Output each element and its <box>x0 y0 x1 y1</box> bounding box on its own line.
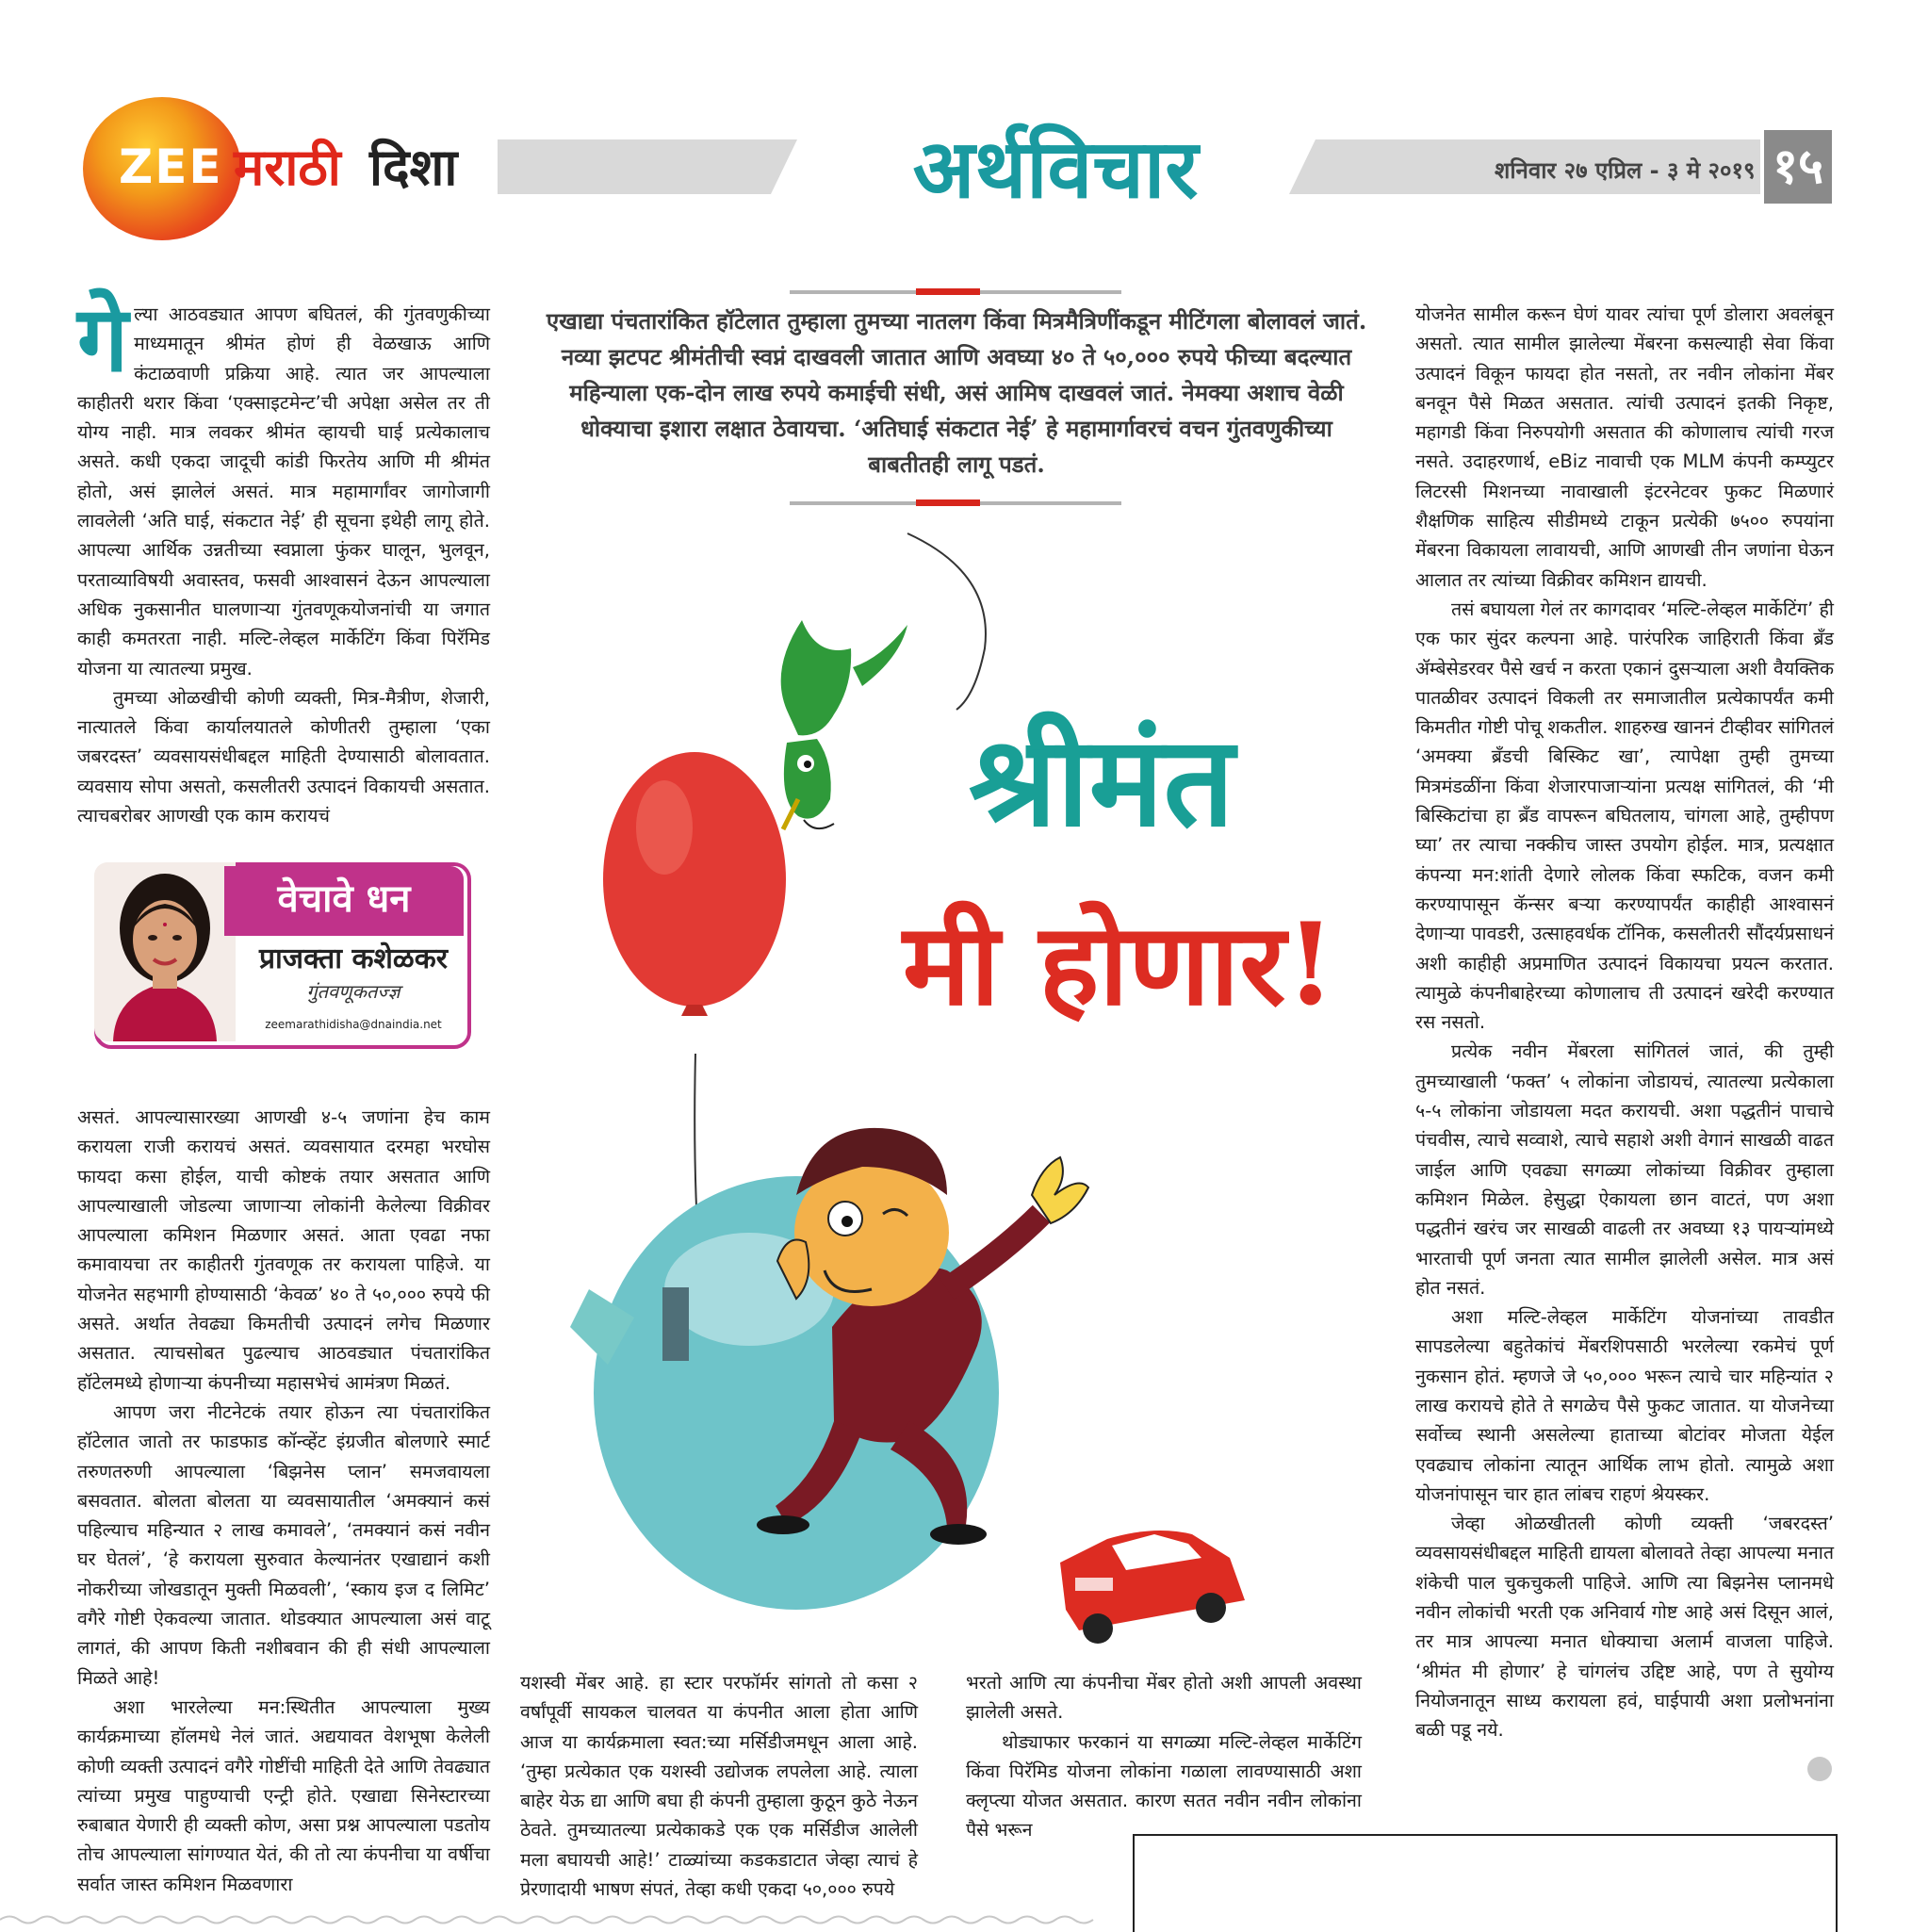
section-title: अर्थविचार <box>912 122 1199 217</box>
header-left-band <box>498 139 797 194</box>
paragraph: भरतो आणि त्या कंपनीचा मेंबर होतो अशी आपली अवस्था झालेली असते. <box>966 1672 1362 1724</box>
paragraph: थोड्याफार फरकानं या सगळ्या मल्टि-लेव्हल मार्केटिंग किंवा पिरॅमिड योजना लोकांना गळाला लावण्यासाठी अशा क्लृप्त्या योजत असतात. कारण सतत नवीन नवीन लोकांना पैसे भरून <box>966 1730 1362 1842</box>
paragraph: तुमच्या ओळखीची कोणी व्यक्ती, मित्र-मैत्रीण, शेजारी, नात्यातले किंवा कार्यालयातले कोणीतरी तुम्हाला ‘एका जबरदस्त’ व्यवसायसंधीबद्दल माहिती देण्यासाठी बोलावतात. व्यवसाय सोपा असतो, कसलीतरी उत्पादनं विकायची असतात. त्याचबरोबर आणखी एक काम करायचं <box>77 686 490 827</box>
bottom-wave-border <box>0 1913 1912 1926</box>
logo-marathi-text: मराठी <box>234 138 341 197</box>
paragraph: अशा भारलेल्या मन:स्थितीत आपल्याला मुख्य कार्यक्रमाच्या हॉलमधे नेलं जातं. अद्ययावत वेशभूषा केलेली कोणी व्यक्ती उत्पादनं वगैरे गोष्टींची माहिती देते आणि तेवढ्यात त्यांच्या प्रमुख पाहुण्याची एन्ट्री होते. एखाद्या सिनेस्टारच्या रुबाबात येणारी ही व्यक्ती कोण, असा प्रश्न आपल्याला पडतोय तोच आपल्याला सांगण्यात येतं, की तो त्या कंपनीचा या वर्षीचा सर्वात जास्त कमिशन मिळवणारा <box>77 1695 490 1895</box>
article-column-2 <box>520 1668 918 1904</box>
paragraph: योजनेत सामील करून घेणं यावर त्यांचा पूर्ण डोलारा अवलंबून असतो. त्यात सामील झालेल्या मेंबरना कसल्याही सेवा किंवा उत्पादनं विकून फायदा होत नसतो, तर नवीन लोकांना मेंबर बनवून पैसे मिळत असतात. त्यांची उत्पादनं इतकी निकृष्ट, महागडी किंवा निरुपयोगी असतात की कोणालाच त्यांची गरज नसते. उदाहरणार्थ, eBiz नावाची एक MLM कंपनी कम्प्युटर लिटरसी मिशनच्या नावाखाली इंटरनेटवर फुकट मिळणारं शैक्षणिक साहित्य सीडीमध्ये टाकून प्रत्येकी ७५०० रुपयांना मेंबरना विकायला लावायची, आणि आणखी तीन जणांना घेऊन आलात तर त्यांच्या विक्रीवर कमिशन द्यायची. <box>1415 303 1834 591</box>
author-role: गुंतवणूकतज्ज्ञ <box>306 980 400 1003</box>
headline-line-2: मी होणार! <box>903 898 1336 1031</box>
article-column-4 <box>1415 300 1834 1745</box>
page-number: १५ <box>1764 130 1832 204</box>
paragraph: तसं बघायला गेलं तर कागदावर ‘मल्टि-लेव्हल मार्केटिंग’ ही एक फार सुंदर कल्पना आहे. पारंपरिक जाहिराती किंवा ब्रँड ॲम्बेसेडरवर पैसे खर्च न करता एकानं दुसऱ्याला अशी वैयक्तिक पातळीवर उत्पादनं विकली तर समाजातील प्रत्येकापर्यंत कमी किमतीत गोष्टी पोचू शकतील. शाहरुख खाननं टीव्हीवर सांगितलं ‘अमक्या ब्रँडची बिस्किट खा’, त्यापेक्षा तुम्ही तुमच्या मित्रमंडळींना किंवा शेजारपाजाऱ्यांना प्रत्यक्ष सांगितलं, की ‘मी बिस्किटांचा हा ब्रँड वापरून बघितलाय, चांगला आहे, तुम्हीपण घ्या’ तर त्याचा नक्कीच जास्त उपयोग होईल. मात्र, प्रत्यक्षात कंपन्या मन:शांती देणारे लोलक किंवा स्फटिक, वजन कमी करण्यापासून कॅन्सर बऱ्या करण्यापर्यंत काहीही आश्वासनं देणाऱ्या पावडरी, उत्साहवर्धक टॉनिक, कसलीतरी सौंदर्यप्रसाधनं अशी काहीही अप्रमाणित उत्पादनं विकायचा प्रयत्न करतात. त्यामुळे कंपनीबाहेरच्या कोणालाच ती उत्पादनं खरेदी करण्यात रस नसतो. <box>1415 598 1834 1034</box>
article-column-3 <box>966 1668 1362 1845</box>
article-column-1-top <box>77 287 490 830</box>
paragraph: ल्या आठवड्यात आपण बघितलं, की गुंतवणुकीच्या माध्यमातून श्रीमंत होणं ही वेळखाऊ आणि कंटाळवाणी प्रक्रिया आहे. त्यात जर आपल्याला काहीतरी थरार किंवा ‘एक्साइटमेन्ट’ची अपेक्षा असेल तर ती योग्य नाही. मात्र लवकर श्रीमंत व्हायची घाई प्रत्येकालाच असते. कधी एकदा जादूची कांडी फिरतेय आणि मी श्रीमंत होतो, असं झालेलं असतं. मात्र महामार्गांवर जागोजागी लावलेली ‘अति घाई, संकटात नेई’ ही सूचना इथेही लागू होते. आपल्या आर्थिक उन्नतीच्या स्वप्नाला फुंकर घालून, भुलवून, परताव्याविषयी अवास्तव, फसवी आश्वासनं देऊन आपल्याला अधिक नुकसानीत घालणाऱ्या गुंतवणूकयोजनांची या जगात काही कमतरता नाही. मल्टि-लेव्हल मार्केटिंग किंवा पिरॅमिड योजना या त्यातल्या प्रमुख. <box>77 303 490 679</box>
paragraph: अशा मल्टि-लेव्हल मार्केटिंग योजनांच्या तावडीत सापडलेल्या बहुतेकांचं मेंबरशिपसाठी भरलेल्या रकमेचं पूर्ण नुकसान होतं. म्हणजे जे ५०,००० भरून त्याचे चार महिन्यांत २ लाख करायचे होते ते सगळेच पैसे फुकट जातात. या योजनेच्या सर्वोच्च स्थानी असलेल्या हाताच्या बोटांवर मोजता येईल एवढ्याच लोकांना त्यातून आर्थिक लाभ होतो. त्यामुळे अशा योजनांपासून चार हात लांबच राहणं श्रेयस्कर. <box>1415 1306 1834 1505</box>
cartoon-illustration <box>551 516 1286 1676</box>
intro-deck: एखाद्या पंचतारांकित हॉटेलात तुम्हाला तुमच्या नातलग किंवा मित्रमैत्रिणींकडून मीटिंगला बोलावलं जातं. नव्या झटपट श्रीमंतीची स्वप्नं दाखवली जातात आणि अवघ्या ४० ते ५०,००० रुपये फीच्या बदल्यात महिन्याला एक-दोन लाख रुपये कमाईची संधी, असं आमिष दाखवलं जातं. नेमक्या अशाच वेळी धोक्याचा इशारा लक्षात ठेवायचा. ‘अतिघाई संकटात नेई’ हे महामार्गावरचं वचन गुंतवणुकीच्या बाबतीतही लागू पडतं. <box>546 307 1367 478</box>
end-of-article-dot <box>1807 1757 1832 1781</box>
logo-disha-text: दिशा <box>369 138 458 197</box>
article-column-1-bottom <box>77 1103 490 1899</box>
drop-cap: गे <box>77 287 129 392</box>
headline-line-1: श्रीमंत <box>969 709 1234 855</box>
paragraph: जेव्हा ओळखीतली कोणी व्यक्ती ‘जबरदस्त’ व्यवसायसंधीबद्दल माहिती द्यायला बोलावते तेव्हा आपल्या मनात शंकेची पाल चुकचुकली पाहिजे. आणि त्या बिझनेस प्लानमधे नवीन लोकांची भरती एक अनिवार्य गोष्ट आहे असं दिसून आलं, तर मात्र आपल्या मनात धोक्याचा अलार्म वाजला पाहिजे. ‘श्रीमंत मी होणार’ हे चांगलंच उद्दिष्ट आहे, पण ते सुयोग्य नियोजनातून साध्य करायला हवं, घाईपायी अशा प्रलोभनांना बळी पडू नये. <box>1415 1513 1834 1742</box>
paragraph: यशस्वी मेंबर आहे. हा स्टार परफॉर्मर सांगतो तो कसा २ वर्षांपूर्वी सायकल चालवत या कंपनीत आला होता आणि आज या कार्यक्रमाला स्वत:च्या मर्सिडीजमधून आला आहे. ‘तुम्हा प्रत्येकात एक यशस्वी उद्योजक लपलेला आहे. त्याला बाहेर येऊ द्या आणि बघा ही कंपनी तुम्हाला कुठून कुठे नेऊन ठेवते. तुमच्यातल्या प्रत्येकाकडे एक एक मर्सिडीज आलेली मला बघायची आहे!’ टाळ्यांच्या कडकडाटात जेव्हा त्याचं हे प्रेरणादायी भाषण संपतं, तेव्हा कधी एकदा ५०,००० रुपये <box>520 1672 918 1901</box>
author-column-title: वेचावे धन <box>277 877 411 921</box>
dateline: शनिवार २७ एप्रिल - ३ मे २०१९ <box>1495 157 1756 184</box>
author-name: प्राजक्ता कशेळकर <box>258 942 449 975</box>
intro-top-red-rule <box>916 288 980 295</box>
author-email: zeemarathidisha@dnaindia.net <box>265 1018 442 1031</box>
paragraph: आपण जरा नीटनेटकं तयार होऊन त्या पंचतारांकित हॉटेलात जातो तर फाडफाड कॉन्व्हेंट इंग्रजीत बोलणारे स्मार्ट तरुणतरुणी आपल्याला ‘बिझनेस प्लान’ समजवायला बसवतात. बोलता बोलता या व्यवसायातील ‘अमक्यानं कसं पहिल्याच महिन्यात २ लाख कमावले’, ‘तमक्यानं कसं नवीन घर घेतलं’, ‘हे करायला सुरुवात केल्यानंतर एखाद्यानं कशी नोकरीच्या जोखडातून मुक्ती मिळवली’, ‘स्काय इज द लिमिट’ वगैरे गोष्टी ऐकवल्या जातात. थोडक्यात आपल्याला असं वाटू लागतं, की आपण किती नशीबवान की ही संधी आपल्याला मिळते आहे! <box>77 1400 490 1689</box>
paragraph: असतं. आपल्यासारख्या आणखी ४-५ जणांना हेच काम करायला राजी करायचं असतं. व्यवसायात दरमहा भरघोस फायदा कसा होईल, याची कोष्टकं तयार असतात आणि आपल्याखाली जोडल्या जाणाऱ्या लोकांनी केलेल्या विक्रीवर आपल्याला कमिशन मिळणार असतं. आता एवढा नफा कमावायचा तर काहीतरी गुंतवणूक तर करायला पाहिजे. या योजनेत सहभागी होण्यासाठी ‘केवळ’ ४० ते ५०,००० रुपये फी असते. अर्थात तेवढ्या किमतीची उत्पादनं लगेच मिळणार असतात. त्याचसोबत पुढल्याच आठवड्यात पंचतारांकित हॉटेलमध्ये होणाऱ्या कंपनीच्या महासभेचं आमंत्रण मिळतं. <box>77 1106 490 1394</box>
logo-zee-text: ZEE <box>119 139 223 194</box>
author-photo <box>94 862 236 1041</box>
paragraph: प्रत्येक नवीन मेंबरला सांगितलं जातं, की तुम्ही तुमच्याखाली ‘फक्त’ ५ लोकांना जोडायचं, त्यातल्या प्रत्येकाला ५-५ लोकांना जोडायला मदत करायची. अशा पद्धतीनं पाचाचे पंचवीस, त्याचे सव्वाशे, त्याचे सहाशे अशी वेगानं साखळी वाढत जाईल आणि एवढ्या सगळ्या लोकांच्या विक्रीवर तुम्हाला कमिशन मिळेल. हेसुद्धा ऐकायला छान वाटतं, पण अशा पद्धतीनं खरंच जर साखळी वाढली तर अवघ्या १३ पायऱ्यांमध्ये भारताची पूर्ण जनता त्यात सामील झालेली असेल. मात्र असं होत नसतं. <box>1415 1040 1834 1299</box>
intro-bottom-red-rule <box>916 499 980 506</box>
